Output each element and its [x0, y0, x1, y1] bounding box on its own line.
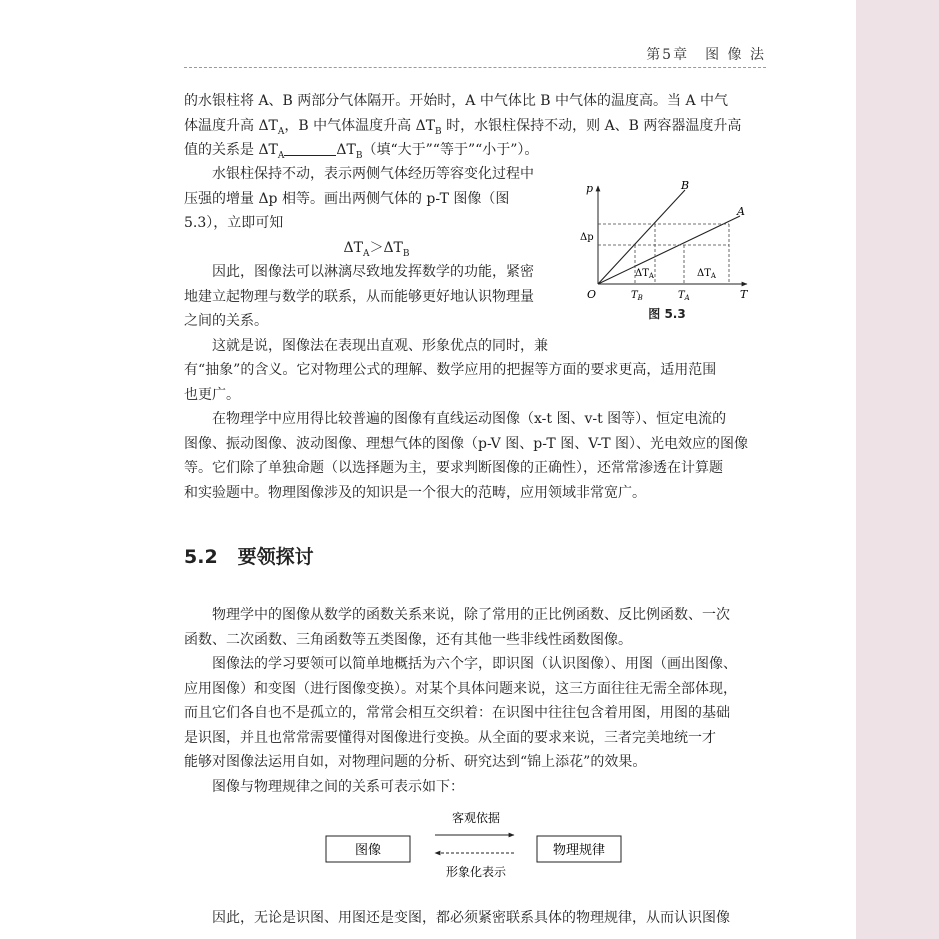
subscript: B	[435, 126, 442, 137]
text-line: 也更广。	[184, 386, 240, 403]
text-line	[184, 114, 766, 139]
axis-label-p: p	[586, 182, 594, 195]
image-box-label: 图像	[354, 843, 382, 858]
text-line: 和实验题中。物理图像涉及的知识是一个很大的范畴，应用领域非常宽广。	[184, 484, 646, 501]
section-title: 要领探讨	[237, 546, 314, 568]
text-line: 是识图，并且也常常需要懂得对图像进行变换。从全面的要求来说，三者完美地统一才	[184, 729, 716, 746]
text-line: 在物理学中应用得比较普遍的图像有直线运动图像（x-t 图、v-t 图等）、恒定电流的	[212, 411, 727, 427]
analysis-paragraph	[184, 162, 569, 358]
answer-blank	[284, 141, 336, 156]
text-line: 能够对图像法运用自如，对物理问题的分析、研究达到“锦上添花”的效果。	[184, 754, 647, 770]
subscript: A	[277, 150, 285, 161]
text-span: 时，水银柱保持不动，则 A、B 两容器温度升高	[441, 117, 742, 134]
text-line: 因此，图像法可以淋漓尽致地发挥数学的功能，紧密	[212, 264, 534, 280]
text-line: 水银柱保持不动，表示两侧气体经历等容变化过程中	[212, 166, 534, 182]
text-span: ΔT	[383, 239, 403, 256]
text-line: 物理学中的图像从数学的函数关系来说，除了常用的正比例函数、反比例函数、一次	[212, 607, 730, 623]
text-span: ＞	[369, 239, 384, 256]
intro-paragraph	[184, 89, 766, 163]
text-line: 因此，无论是识图、用图还是变图，都必须紧密联系具体的物理规律，从而认识图像	[212, 910, 730, 926]
header-rule	[184, 67, 766, 68]
delta-ta-left-label: $\Delta T_A$	[635, 268, 654, 280]
text-line: 而且它们各自也不是孤立的，常常会相互交织着：在识图中往往包含着用图，用图的基础	[184, 705, 730, 721]
text-line: 等。它们除了单独命题（以选择题为主，要求判断图像的正确性），还常常渗透在计算题	[184, 460, 723, 476]
text-span: （填“大于”“等于”“小于”）。	[362, 142, 539, 158]
top-arrow-label: 客观依据	[451, 811, 501, 825]
text-line: 图像、振动图像、波动图像、理想气体的图像（p-V 图、p-T 图、V-T 图）、光电效应的图像	[184, 435, 749, 452]
running-header: 第5章 图 像 法	[646, 47, 766, 63]
formula	[184, 236, 569, 261]
text-line: 压强的增量 Δp 相等。画出两侧气体的 p-T 图像（图	[184, 190, 510, 207]
section-number: 5.2	[184, 546, 218, 568]
text-line: 之间的关系。	[184, 313, 268, 329]
text-line: 5.3），立即可知	[184, 215, 284, 231]
subscript: A	[277, 126, 285, 137]
continuation-paragraph	[184, 358, 766, 505]
line-a-label: A	[737, 205, 745, 218]
delta-p-label: Δp	[580, 232, 594, 243]
text-line: 函数、二次函数、三角函数等五类图像，还有其他一些非线性函数图像。	[184, 631, 632, 648]
text-line: 图像法的学习要领可以简单地概括为六个字，即识图（认识图像）、用图（画出图像、	[212, 656, 737, 672]
text-line	[184, 138, 766, 163]
line-b-label: B	[681, 179, 690, 192]
text-line: 图像与物理规律之间的关系可表示如下：	[212, 778, 464, 795]
text-line: 的水银柱将 A、B 两部分气体隔开。开始时，A 中气体比 B 中气体的温度高。当 A 中气	[184, 93, 729, 109]
text-span: ，B 中气体温度升高 ΔT	[284, 117, 436, 134]
subscript: B	[402, 248, 410, 259]
subscript: A	[362, 248, 370, 259]
text-span: 值的关系是 ΔT	[184, 142, 278, 158]
line-a	[598, 216, 740, 284]
text-line: 地建立起物理与数学的联系，从而能够更好地认识物理量	[184, 288, 534, 305]
page-edge-strip	[856, 0, 939, 939]
section-heading	[184, 542, 314, 569]
text-line: 应用图像）和变图（进行图像变换）。对某个具体问题来说，这三方面往往无需全部体现，	[184, 680, 737, 697]
section-body	[184, 603, 766, 799]
relation-diagram	[322, 806, 632, 884]
tick-ta-label: $T_A$	[678, 290, 690, 302]
text-line: 有“抽象”的含义。它对物理公式的理解、数学应用的把握等方面的要求更高，适用范围	[184, 362, 717, 378]
text-span: ΔT	[343, 239, 363, 256]
axis-label-t: T	[740, 288, 748, 301]
text-line: 这就是说，图像法在表现出直观、形象优点的同时，兼	[212, 337, 548, 354]
physical-law-box-label: 物理规律	[552, 843, 606, 858]
text-span: ΔT	[336, 142, 356, 158]
subscript: B	[355, 150, 363, 161]
final-paragraph	[184, 906, 766, 931]
tick-tb-label: $T_B$	[631, 290, 643, 302]
figure-caption: 图 5.3	[648, 307, 686, 321]
delta-ta-right-label: $\Delta T_A$	[697, 268, 716, 280]
text-span: 体温度升高 ΔT	[184, 117, 278, 134]
origin-label: O	[587, 288, 597, 301]
bottom-arrow-label: 形象化表示	[445, 865, 507, 879]
